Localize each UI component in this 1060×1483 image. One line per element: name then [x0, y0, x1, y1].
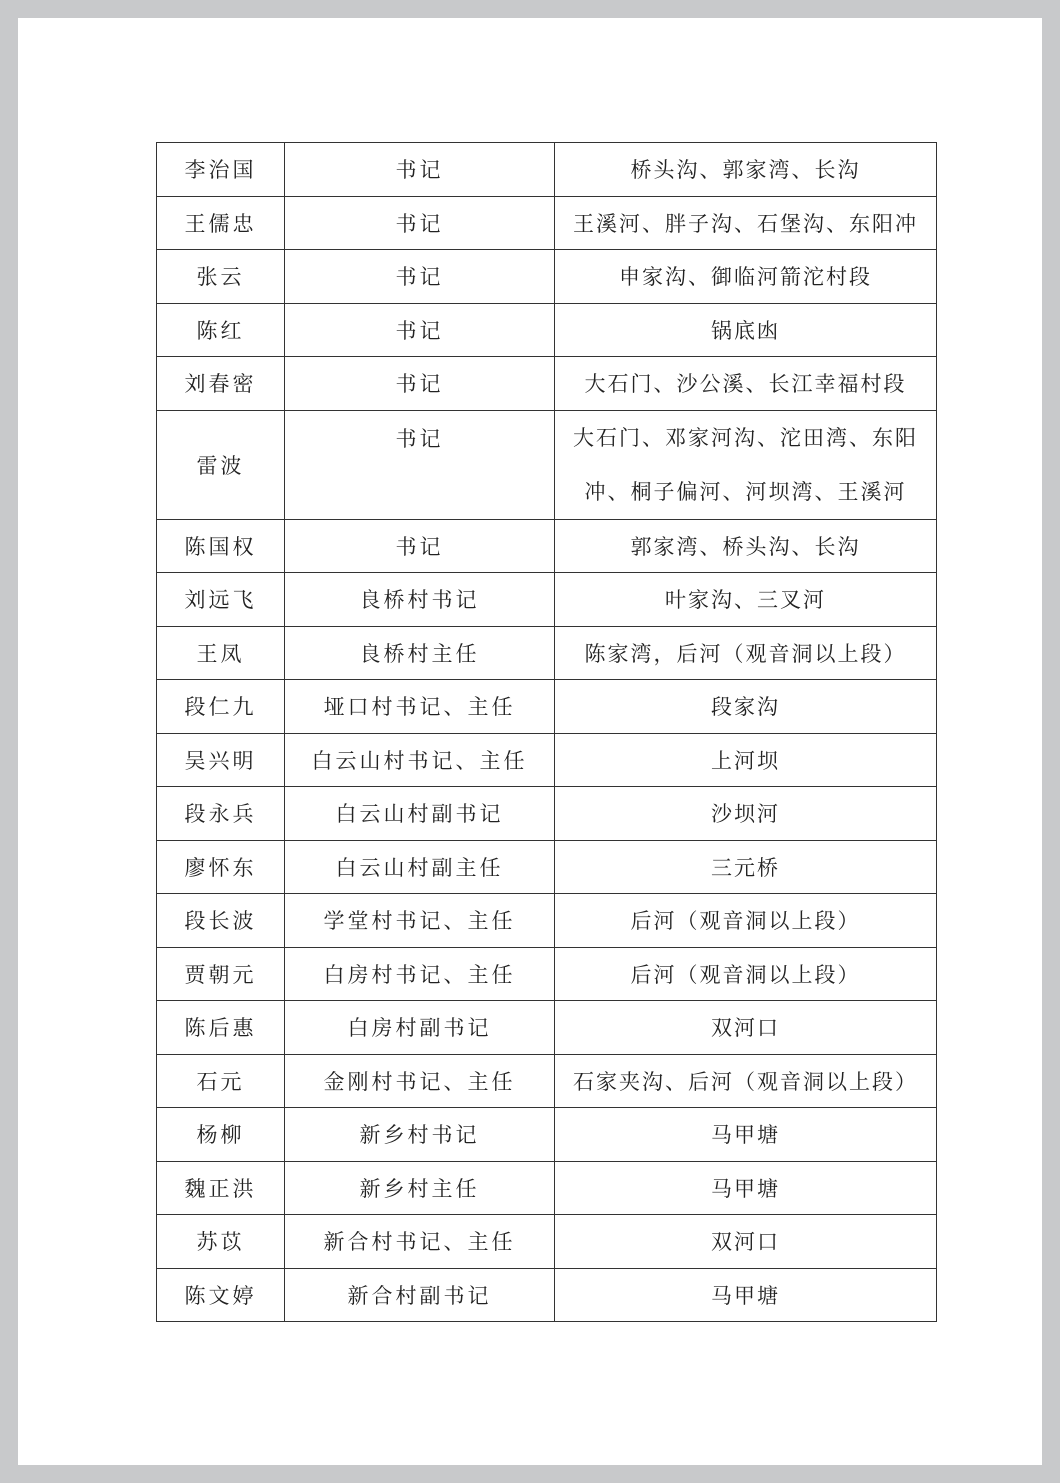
area-cell: 桥头沟、郭家湾、长沟 — [555, 143, 937, 197]
position-cell: 学堂村书记、主任 — [285, 894, 555, 948]
table-row — [157, 626, 937, 680]
area-cell: 双河口 — [555, 1001, 937, 1055]
table-row — [157, 840, 937, 894]
name-cell: 陈红 — [157, 303, 285, 357]
name-cell: 陈国权 — [157, 519, 285, 573]
table-row — [157, 1161, 937, 1215]
area-cell: 锅底凼 — [555, 303, 937, 357]
name-cell: 杨柳 — [157, 1108, 285, 1162]
table-row — [157, 519, 937, 573]
table-row — [157, 787, 937, 841]
name-cell: 廖怀东 — [157, 840, 285, 894]
table-row — [157, 410, 937, 519]
area-cell: 上河坝 — [555, 733, 937, 787]
table-row — [157, 1268, 937, 1322]
position-cell: 良桥村主任 — [285, 626, 555, 680]
position-cell: 良桥村书记 — [285, 573, 555, 627]
area-cell: 马甲塘 — [555, 1108, 937, 1162]
table-row — [157, 303, 937, 357]
area-cell: 石家夹沟、后河（观音洞以上段） — [555, 1054, 937, 1108]
area-cell: 叶家沟、三叉河 — [555, 573, 937, 627]
table-row — [157, 357, 937, 411]
table-row — [157, 573, 937, 627]
position-cell: 新乡村书记 — [285, 1108, 555, 1162]
name-cell: 李治国 — [157, 143, 285, 197]
name-cell: 王儒忠 — [157, 196, 285, 250]
table-row — [157, 680, 937, 734]
position-cell: 新合村书记、主任 — [285, 1215, 555, 1269]
position-cell: 书记 — [285, 410, 555, 519]
table-row — [157, 947, 937, 1001]
area-cell: 申家沟、御临河箭沱村段 — [555, 250, 937, 304]
table-row — [157, 733, 937, 787]
table-row — [157, 1108, 937, 1162]
document-page — [18, 18, 1042, 1465]
position-cell: 书记 — [285, 250, 555, 304]
name-cell: 段永兵 — [157, 787, 285, 841]
name-cell: 陈后惠 — [157, 1001, 285, 1055]
position-cell: 白云山村书记、主任 — [285, 733, 555, 787]
table-row — [157, 250, 937, 304]
position-cell: 白云山村副书记 — [285, 787, 555, 841]
name-cell: 贾朝元 — [157, 947, 285, 1001]
name-cell: 苏苡 — [157, 1215, 285, 1269]
area-cell: 王溪河、胖子沟、石堡沟、东阳冲 — [555, 196, 937, 250]
name-cell: 陈文婷 — [157, 1268, 285, 1322]
position-cell: 书记 — [285, 303, 555, 357]
position-cell: 垭口村书记、主任 — [285, 680, 555, 734]
area-cell: 马甲塘 — [555, 1161, 937, 1215]
table-row — [157, 1054, 937, 1108]
area-cell: 段家沟 — [555, 680, 937, 734]
name-cell: 石元 — [157, 1054, 285, 1108]
area-cell: 双河口 — [555, 1215, 937, 1269]
table-row — [157, 196, 937, 250]
name-cell: 雷波 — [157, 410, 285, 519]
table-row — [157, 143, 937, 197]
area-cell: 郭家湾、桥头沟、长沟 — [555, 519, 937, 573]
position-cell: 白云山村副主任 — [285, 840, 555, 894]
area-cell: 后河（观音洞以上段） — [555, 947, 937, 1001]
table-row — [157, 1001, 937, 1055]
name-cell: 刘远飞 — [157, 573, 285, 627]
position-cell: 白房村副书记 — [285, 1001, 555, 1055]
table-row — [157, 894, 937, 948]
area-cell: 后河（观音洞以上段） — [555, 894, 937, 948]
area-cell: 沙坝河 — [555, 787, 937, 841]
table-row — [157, 1215, 937, 1269]
name-cell: 段仁九 — [157, 680, 285, 734]
name-cell: 段长波 — [157, 894, 285, 948]
area-cell: 陈家湾，后河（观音洞以上段） — [555, 626, 937, 680]
position-cell: 白房村书记、主任 — [285, 947, 555, 1001]
name-cell: 王凤 — [157, 626, 285, 680]
name-cell: 魏正洪 — [157, 1161, 285, 1215]
area-cell: 大石门、邓家河沟、沱田湾、东阳冲、桐子偏河、河坝湾、王溪河 — [555, 410, 937, 519]
position-cell: 新合村副书记 — [285, 1268, 555, 1322]
position-cell: 金刚村书记、主任 — [285, 1054, 555, 1108]
area-cell: 马甲塘 — [555, 1268, 937, 1322]
name-cell: 刘春密 — [157, 357, 285, 411]
position-cell: 新乡村主任 — [285, 1161, 555, 1215]
position-cell: 书记 — [285, 196, 555, 250]
position-cell: 书记 — [285, 143, 555, 197]
area-cell: 大石门、沙公溪、长江幸福村段 — [555, 357, 937, 411]
area-cell: 三元桥 — [555, 840, 937, 894]
position-cell: 书记 — [285, 357, 555, 411]
river-chief-table — [156, 142, 937, 1322]
name-cell: 吴兴明 — [157, 733, 285, 787]
position-cell: 书记 — [285, 519, 555, 573]
name-cell: 张云 — [157, 250, 285, 304]
